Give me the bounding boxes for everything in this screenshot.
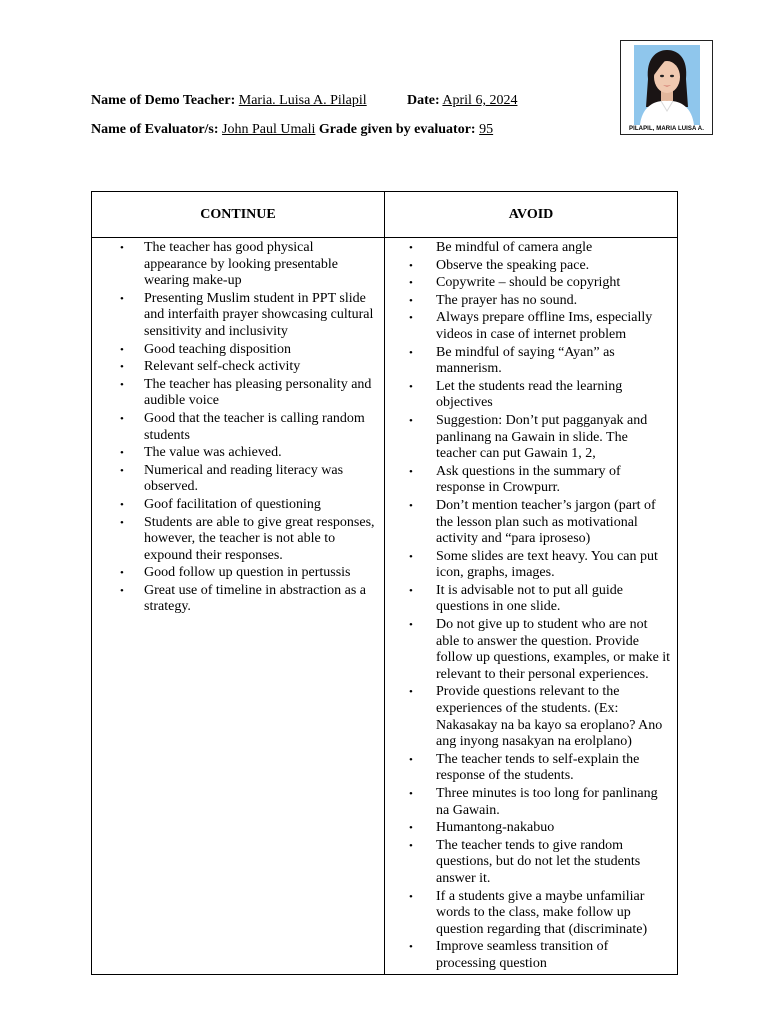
- bullet-icon: •: [120, 242, 124, 254]
- bullet-icon: •: [409, 753, 413, 766]
- list-item-text: Presenting Muslim student in PPT slide and interfaith prayer showcasing cultural sensitivity and inclusivity: [144, 290, 374, 339]
- bullet-icon: •: [409, 499, 413, 512]
- bullet-icon: •: [409, 380, 413, 393]
- list-item-text: Copywrite – should be copyright: [436, 275, 621, 291]
- photo-caption: PILAPIL, MARIA LUISA A.: [629, 126, 704, 132]
- date-value: April 6, 2024: [442, 93, 518, 108]
- bullet-icon: •: [409, 584, 413, 597]
- list-item-text: Observe the speaking pace.: [436, 257, 590, 273]
- list-item: [385, 293, 677, 310]
- list-item-text: Students are able to give great responses, however, the teacher is not able to expound their responses.: [144, 514, 375, 563]
- list-item: [385, 310, 677, 343]
- list-item-text: The prayer has no sound.: [436, 292, 578, 308]
- list-item: [385, 498, 677, 548]
- list-item-text: Goof facilitation of questioning: [144, 496, 321, 512]
- list-item: [92, 411, 384, 444]
- date-group: [407, 92, 517, 110]
- bullet-icon: •: [409, 242, 413, 254]
- list-item-text: Some slides are text heavy. You can put icon, graphs, images.: [436, 548, 658, 581]
- evaluator-label: Name of Evaluator/s:: [91, 122, 219, 137]
- feedback-table: [91, 191, 678, 975]
- bullet-icon: •: [409, 414, 413, 427]
- list-item: [92, 342, 384, 359]
- list-item-text: Ask questions in the summary of response in Crowpurr.: [436, 463, 621, 496]
- bullet-icon: •: [120, 464, 124, 477]
- bullet-icon: •: [120, 584, 124, 597]
- bullet-icon: •: [409, 277, 413, 290]
- bullet-icon: •: [409, 941, 413, 954]
- list-item: [385, 345, 677, 378]
- list-item-text: Numerical and reading literacy was observed.: [144, 462, 344, 495]
- list-item: [92, 583, 384, 616]
- list-item-text: The teacher has pleasing personality and audible voice: [144, 376, 372, 409]
- bullet-icon: •: [409, 294, 413, 307]
- list-item-text: Provide questions relevant to the experiences of the students. (Ex: Nakasakay na ba kayo sa eroplano? Ano ang inyong nasakyan na erolplano): [436, 684, 663, 750]
- bullet-icon: •: [409, 822, 413, 835]
- bullet-icon: •: [120, 498, 124, 511]
- bullet-icon: •: [409, 465, 413, 478]
- list-item: [385, 684, 677, 750]
- evaluator-name: John Paul Umali: [222, 122, 316, 137]
- teacher-photo: [634, 45, 700, 125]
- list-item-text: Good follow up question in pertussis: [144, 565, 351, 581]
- avoid-list: [385, 240, 677, 973]
- list-item-text: Great use of timeline in abstraction as a strategy.: [144, 582, 366, 615]
- list-item: [92, 359, 384, 376]
- bullet-icon: •: [409, 312, 413, 325]
- bullet-icon: •: [120, 378, 124, 391]
- list-item: [92, 377, 384, 410]
- list-item: [385, 617, 677, 683]
- list-item-text: The value was achieved.: [144, 445, 282, 461]
- list-item: [385, 549, 677, 582]
- teacher-date-line: [91, 92, 518, 110]
- list-item-text: Relevant self-check activity: [144, 359, 301, 375]
- list-item-text: Be mindful of camera angle: [436, 240, 593, 255]
- grade-label: Grade given by evaluator:: [318, 122, 476, 137]
- bullet-icon: •: [409, 686, 413, 699]
- avoid-header: AVOID: [385, 192, 678, 238]
- list-item-text: Good teaching disposition: [144, 341, 291, 357]
- list-item: [385, 752, 677, 785]
- list-item-text: The teacher tends to give random questions, but do not let the students answer it.: [436, 837, 641, 886]
- list-item: [92, 497, 384, 514]
- list-item-text: It is advisable not to put all guide questions in one slide.: [436, 582, 624, 615]
- list-item: [385, 786, 677, 819]
- list-item-text: Always prepare offline Ims, especially videos in case of internet problem: [436, 310, 653, 342]
- bullet-icon: •: [409, 259, 413, 272]
- continue-cell: [92, 238, 385, 975]
- bullet-icon: •: [409, 788, 413, 800]
- bullet-icon: •: [120, 516, 124, 529]
- bullet-icon: •: [120, 412, 124, 425]
- bullet-icon: •: [120, 292, 124, 305]
- list-item-text: Improve seamless transition of processing question: [436, 939, 609, 971]
- grade-value: 95: [479, 122, 494, 137]
- list-item: [92, 515, 384, 565]
- continue-header: CONTINUE: [92, 192, 385, 238]
- list-item-text: Let the students read the learning objectives: [436, 378, 623, 411]
- list-item: [385, 240, 677, 257]
- list-item: [385, 275, 677, 292]
- evaluator-grade-line: [91, 121, 493, 139]
- id-photo-frame: [620, 40, 713, 135]
- portrait-icon: [634, 45, 700, 125]
- bullet-icon: •: [409, 346, 413, 359]
- list-item-text: Do not give up to student who are not able to answer the question. Provide follow up questions, examples, or make it relevant to their personal experiences.: [436, 617, 671, 682]
- list-item: [92, 463, 384, 496]
- bullet-icon: •: [409, 550, 413, 563]
- list-item-text: Be mindful of saying “Ayan” as mannerism.: [436, 344, 615, 377]
- list-item: [385, 379, 677, 412]
- list-item-text: Humantong-nakabuo: [436, 820, 555, 836]
- list-item-text: If a students give a maybe unfamiliar words to the class, make follow up question regarding that (discriminate): [436, 888, 648, 937]
- list-item: [92, 240, 384, 290]
- list-item: [92, 445, 384, 462]
- avoid-cell: [385, 238, 678, 975]
- list-item: [385, 838, 677, 888]
- list-item-text: Suggestion: Don’t put pagganyak and panlinang na Gawain in slide. The teacher can put Gawain 1, 2,: [436, 412, 648, 462]
- list-item-text: Three minutes is too long for panlinang na Gawain.: [436, 786, 658, 818]
- list-item: [385, 583, 677, 616]
- list-item-text: Good that the teacher is calling random students: [144, 410, 365, 443]
- list-item-text: The teacher has good physical appearance by looking presentable wearing make-up: [144, 240, 338, 289]
- bullet-icon: •: [409, 890, 413, 903]
- bullet-icon: •: [409, 839, 413, 852]
- date-label: Date:: [407, 93, 440, 108]
- bullet-icon: •: [120, 343, 124, 356]
- bullet-icon: •: [120, 567, 124, 580]
- bullet-icon: •: [120, 447, 124, 460]
- continue-list: [92, 240, 384, 616]
- list-item-text: Don’t mention teacher’s jargon (part of the lesson plan such as motivational activity and “para iproseso): [436, 497, 656, 547]
- teacher-label: Name of Demo Teacher:: [91, 93, 236, 108]
- bullet-icon: •: [409, 619, 413, 632]
- list-item: [385, 464, 677, 497]
- list-item: [385, 889, 677, 939]
- list-item: [92, 565, 384, 582]
- list-item: [385, 939, 677, 972]
- list-item: [385, 258, 677, 275]
- list-item: [385, 820, 677, 837]
- bullet-icon: •: [120, 361, 124, 374]
- teacher-name: Maria. Luisa A. Pilapil: [238, 93, 367, 108]
- list-item: [385, 413, 677, 463]
- list-item-text: The teacher tends to self-explain the response of the students.: [436, 751, 640, 784]
- list-item: [92, 291, 384, 341]
